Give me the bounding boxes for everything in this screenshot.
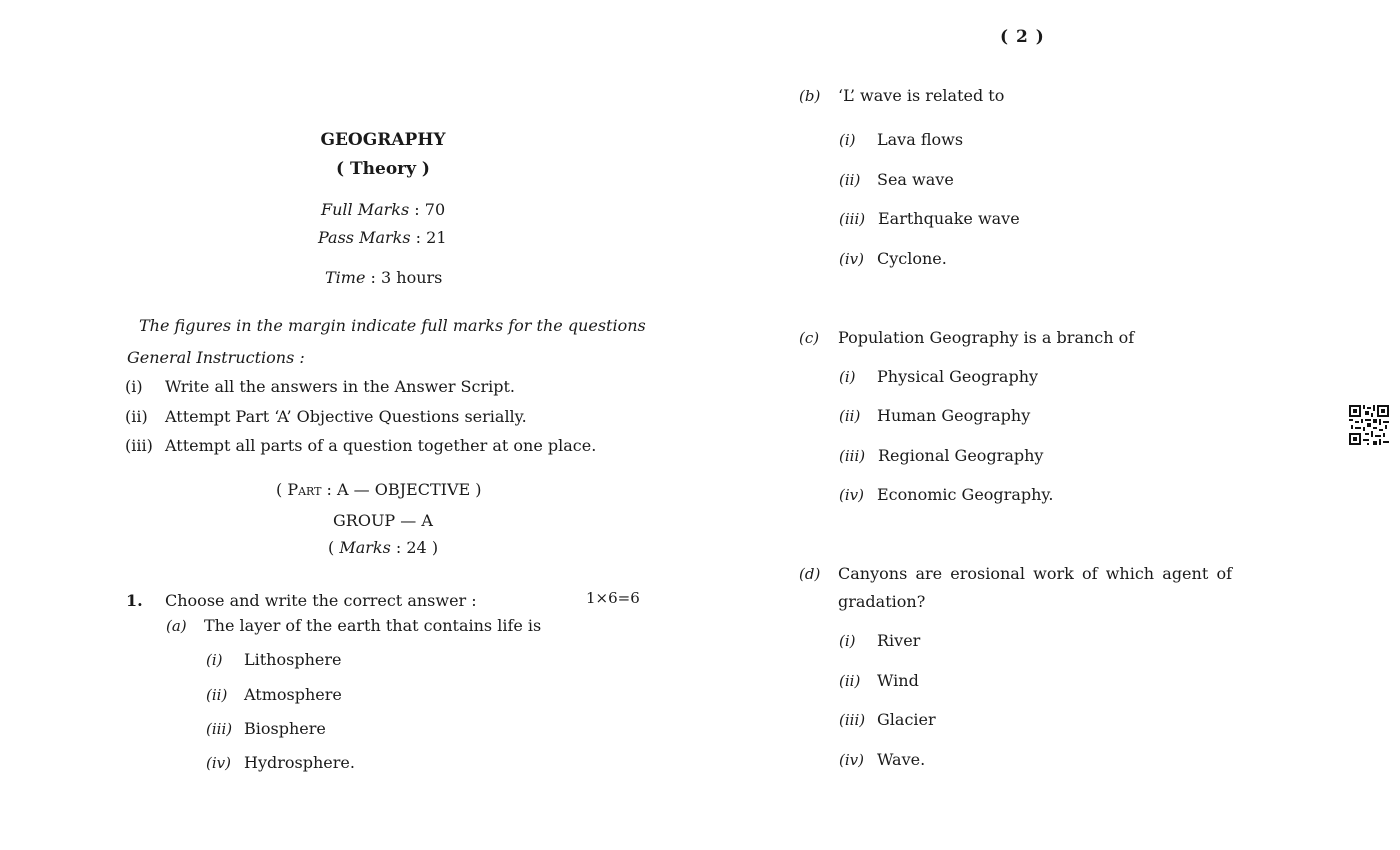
- instruction-number: (i): [125, 377, 143, 396]
- option-number: (iii): [839, 210, 866, 228]
- option-text: Regional Geography: [878, 446, 1044, 465]
- option-number: (iv): [839, 250, 864, 268]
- option-text: Physical Geography: [877, 367, 1039, 386]
- option-number: (iv): [839, 486, 864, 504]
- question-marks: 1×6=6: [586, 589, 640, 607]
- instruction-number: (ii): [125, 407, 148, 426]
- pass-marks: [318, 228, 447, 247]
- option-number: (i): [839, 632, 856, 650]
- option-text: Human Geography: [877, 406, 1031, 425]
- margin-note: The figures in the margin indicate full marks for the questions: [139, 316, 646, 335]
- part-open: (: [276, 480, 288, 499]
- option-text: Biosphere: [244, 719, 326, 738]
- option-number: (i): [839, 368, 856, 386]
- instruction-number: (iii): [125, 436, 153, 455]
- option-text: Earthquake wave: [878, 209, 1020, 228]
- option-number: (ii): [839, 672, 861, 690]
- option-number: (iii): [206, 720, 233, 738]
- page-number: ( 2 ): [1000, 27, 1045, 47]
- instruction-text: Attempt all parts of a question together at one place.: [165, 436, 597, 455]
- question-number: 1.: [126, 591, 143, 610]
- instruction-text: Attempt Part ‘A’ Objective Questions serially.: [165, 407, 527, 426]
- option-text: Atmosphere: [244, 685, 342, 704]
- option-number: (ii): [839, 171, 861, 189]
- instruction-text: Write all the answers in the Answer Script.: [165, 377, 515, 396]
- subquestion-label: (d): [799, 565, 821, 583]
- paper-type: ( Theory ): [336, 159, 430, 179]
- pass-marks-label: Pass Marks: [318, 228, 411, 247]
- full-marks: [321, 200, 445, 219]
- part-heading: [276, 480, 482, 499]
- subquestion-label: (b): [799, 87, 821, 105]
- option-text: Wave.: [877, 750, 926, 769]
- subquestion-label: (a): [166, 617, 187, 635]
- option-text: Wind: [877, 671, 919, 690]
- marks-rest: : 24 ): [390, 538, 439, 557]
- marks-open: (: [328, 538, 340, 557]
- subquestion-text: ‘L’ wave is related to: [838, 86, 1005, 105]
- option-number: (iv): [206, 754, 231, 772]
- option-text: River: [877, 631, 921, 650]
- subquestion-label: (c): [799, 329, 820, 347]
- subject-title: GEOGRAPHY: [320, 130, 446, 150]
- time-allowed: [325, 268, 442, 287]
- subquestion-text: Population Geography is a branch of: [838, 328, 1135, 347]
- option-number: (ii): [839, 407, 861, 425]
- option-text: Hydrosphere.: [244, 753, 355, 772]
- option-number: (iii): [839, 711, 866, 729]
- option-text: Cyclone.: [877, 249, 947, 268]
- option-text: Sea wave: [877, 170, 954, 189]
- subquestion-text-continued: gradation?: [838, 592, 926, 611]
- option-text: Glacier: [877, 710, 936, 729]
- group-heading: GROUP — A: [333, 511, 433, 530]
- option-number: (i): [839, 131, 856, 149]
- time-value: : 3 hours: [370, 268, 443, 287]
- option-text: Economic Geography.: [877, 485, 1054, 504]
- option-number: (ii): [206, 686, 228, 704]
- instructions-heading: General Instructions :: [127, 348, 305, 367]
- option-text: Lava flows: [877, 130, 964, 149]
- option-number: (iv): [839, 751, 864, 769]
- full-marks-label: Full Marks: [321, 200, 410, 219]
- full-marks-value: : 70: [414, 200, 446, 219]
- time-label: Time: [325, 268, 366, 287]
- part-label: Part: [287, 480, 322, 499]
- marks-label: Marks: [339, 538, 391, 557]
- option-number: (i): [206, 651, 223, 669]
- qr-code-icon: [1349, 405, 1389, 445]
- pass-marks-value: : 21: [415, 228, 447, 247]
- question-prompt: Choose and write the correct answer :: [165, 591, 477, 610]
- subquestion-text: The layer of the earth that contains life is: [204, 616, 542, 635]
- part-rest: : A — OBJECTIVE ): [321, 480, 482, 499]
- option-number: (iii): [839, 447, 866, 465]
- subquestion-text: Canyons are erosional work of which agent of: [838, 564, 1232, 583]
- part-marks: [328, 538, 438, 557]
- option-text: Lithosphere: [244, 650, 342, 669]
